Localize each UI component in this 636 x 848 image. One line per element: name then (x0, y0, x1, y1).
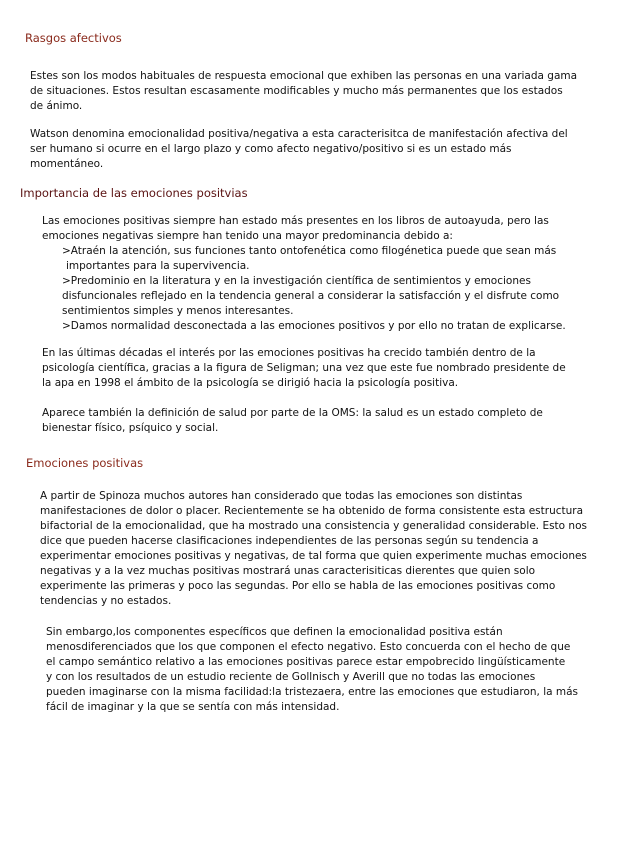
heading-importancia: Importancia de las emociones positvias (20, 186, 248, 200)
text-line: psicología científica, gracias a la figura de Seligman; una vez que este fue nombrado presidente de (42, 362, 566, 374)
text-line: bienestar físico, psíquico y social. (42, 422, 219, 434)
text-line: En las últimas décadas el interés por las emociones positivas ha crecido también dentro de la (42, 347, 536, 359)
text-line: Sin embargo,los componentes específicos que definen la emocionalidad positiva están (46, 626, 503, 638)
text-line: Las emociones positivas siempre han estado más presentes en los libros de autoayuda, pero las (42, 215, 549, 227)
text-line: pueden imaginarse con la misma facilidad:la tristezaera, entre las emociones que estudiaron, la más (46, 686, 579, 698)
paragraph-importancia-3 (42, 406, 543, 436)
text-line: disfuncionales reflejado en la tendencia general a considerar la satisfacción y el disfrute como (62, 290, 560, 302)
text-line: momentáneo. (30, 158, 104, 170)
list-item: >Damos normalidad desconectada a las emociones positivos y por ello no tratan de explicarse. (62, 320, 566, 332)
text-line: experimentar emociones positivas y negativas, de tal forma que quien experimente muchas emociones (40, 550, 587, 562)
text-line: experimente las primeras y poco las segundas. Por ello se habla de las emociones positivas como (40, 580, 556, 592)
text-line: sentimientos simples y menos interesantes. (62, 305, 294, 317)
list-item: >Atraén la atención, sus funciones tanto ontofenética como filogénetica puede que sean más (62, 245, 557, 257)
paragraph-emociones-1 (40, 489, 587, 609)
text-line: importantes para la supervivencia. (66, 260, 250, 272)
text-line: el campo semántico relativo a las emociones positivas parece estar empobrecido lingüísticamente (46, 656, 566, 668)
text-line: dice que pueden hacerse clasificaciones independientes de las personas según su tendencia a (40, 535, 539, 547)
paragraph-emociones-2 (46, 625, 578, 715)
text-line: de ánimo. (30, 100, 83, 112)
text-line: bifactorial de la emocionalidad, que ha mostrado una consistencia y generalidad considerable. Esto nos (40, 520, 587, 532)
text-line: A partir de Spinoza muchos autores han considerado que todas las emociones son distintas (40, 490, 523, 502)
text-line: emociones negativas siempre han tenido una mayor predominancia debido a: (42, 230, 453, 242)
paragraph-importancia-2 (42, 346, 566, 391)
text-line: menosdiferenciados que los que componen el efecto negativo. Esto concuerda con el hecho de que (46, 641, 571, 653)
list-item: >Predominio en la literatura y en la investigación científica de sentimientos y emociones (62, 275, 531, 287)
text-line: la apa en 1998 el ámbito de la psicología se dirigió hacia la psicología positiva. (42, 377, 459, 389)
text-line: tendencias y no estados. (40, 595, 172, 607)
heading-emociones-positivas: Emociones positivas (26, 456, 144, 470)
text-line: Watson denomina emocionalidad positiva/negativa a esta caracterisitca de manifestación afectiva del (30, 128, 568, 140)
paragraph-importancia-1 (42, 214, 566, 334)
text-line: manifestaciones de dolor o placer. Recientemente se ha obtenido de forma consistente esta estructura (40, 505, 584, 517)
text-line: ser humano si ocurre en el largo plazo y como afecto negativo/positivo si es un estado más (30, 143, 512, 155)
paragraph-rasgos-2 (30, 127, 568, 172)
text-line: fácil de imaginar y la que se sentía con más intensidad. (46, 701, 340, 713)
text-line: Estes son los modos habituales de respuesta emocional que exhiben las personas en una variada gama (30, 70, 578, 82)
paragraph-rasgos-1 (30, 69, 577, 114)
text-line: negativas y a la vez muchas positivas mostrará unas caracterisiticas dierentes que quien solo (40, 565, 536, 577)
heading-rasgos-afectivos: Rasgos afectivos (25, 31, 122, 45)
text-line: de situaciones. Estos resultan escasamente modificables y mucho más permanentes que los estados (30, 85, 563, 97)
text-line: y con los resultados de un estudio reciente de Gollnisch y Averill que no todas las emociones (46, 671, 536, 683)
text-line: Aparece también la definición de salud por parte de la OMS: la salud es un estado completo de (42, 407, 543, 419)
